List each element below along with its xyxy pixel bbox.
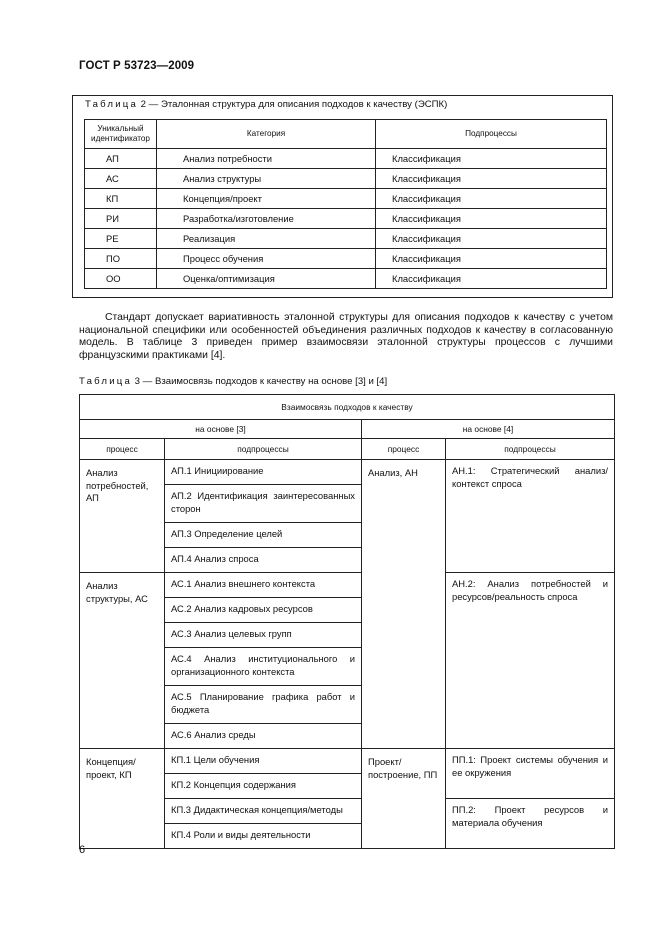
table3-title: Взаимосвязь подходов к качеству bbox=[80, 395, 615, 420]
table3-subprocess: КП.3 Дидактическая концепция/методы bbox=[165, 799, 362, 824]
table2-cell-id: РИ bbox=[85, 209, 157, 229]
table2-caption bbox=[85, 99, 447, 110]
table2-caption-word: Таблица bbox=[85, 99, 139, 110]
table3-subprocess: АС.4 Анализ институционального и организационного контекста bbox=[165, 648, 362, 686]
table2-cell-category: Анализ структуры bbox=[157, 169, 376, 189]
table2-header-subprocesses: Подпроцессы bbox=[376, 120, 607, 149]
table2-cell-subprocess: Классификация bbox=[376, 229, 607, 249]
table2-cell-category: Анализ потребности bbox=[157, 149, 376, 169]
table3-group-right: на основе [4] bbox=[362, 420, 615, 439]
table2-cell-subprocess: Классификация bbox=[376, 269, 607, 289]
table2-cell-id: РЕ bbox=[85, 229, 157, 249]
table2-cell-subprocess: Классификация bbox=[376, 149, 607, 169]
table3-header-process-left: процесс bbox=[80, 439, 165, 460]
table3-group-row bbox=[80, 420, 615, 439]
table3-caption-text: 3 — Взаимосвязь подходов к качеству на основе [3] и [4] bbox=[132, 376, 388, 387]
table3-group-left: на основе [3] bbox=[80, 420, 362, 439]
table2-cell-subprocess: Классификация bbox=[376, 189, 607, 209]
table2-cell-subprocess: Классификация bbox=[376, 169, 607, 189]
table3-subprocess: АП.4 Анализ спроса bbox=[165, 548, 362, 573]
table-row bbox=[80, 460, 615, 485]
table2-header-row bbox=[85, 120, 607, 149]
table-row bbox=[80, 573, 615, 598]
paragraph-text: Стандарт допускает вариативность эталонной структуры для описания подходов к качеству с учетом национальной специфики или особенностей объединения различных подходов к качеству в согласованную модель. В таблице 3 приведен пример взаимосвязи эталонной структуры процессов с лучшими французскими практиками [4]. bbox=[79, 312, 613, 361]
table3-subprocess: АС.1 Анализ внешнего контекста bbox=[165, 573, 362, 598]
table2-cell-category: Реализация bbox=[157, 229, 376, 249]
table3-subprocess: КП.2 Концепция содержания bbox=[165, 774, 362, 799]
table-row bbox=[85, 189, 607, 209]
table3-header-subprocesses-left: подпроцессы bbox=[165, 439, 362, 460]
table-row bbox=[85, 269, 607, 289]
table3-right-subprocess-pp2: ПП.2: Проект ресурсов и материала обучения bbox=[446, 799, 615, 849]
table3-header-subprocesses-right: подпроцессы bbox=[446, 439, 615, 460]
table3-process-pp: Проект/ построение, ПП bbox=[362, 749, 446, 849]
table3-subprocess: АС.6 Анализ среды bbox=[165, 724, 362, 749]
table2-cell-category: Разработка/изготовление bbox=[157, 209, 376, 229]
table-row bbox=[85, 249, 607, 269]
table2-cell-id: КП bbox=[85, 189, 157, 209]
table3-process-ap: Анализ потребностей, АП bbox=[80, 460, 165, 573]
table-row bbox=[85, 149, 607, 169]
table2-caption-text: 2 — Эталонная структура для описания подходов к качеству (ЭСПК) bbox=[138, 99, 448, 110]
table3-title-row bbox=[80, 395, 615, 420]
table3-subprocess: АС.2 Анализ кадровых ресурсов bbox=[165, 598, 362, 623]
table3-subprocess: КП.1 Цели обучения bbox=[165, 749, 362, 774]
table-row bbox=[85, 209, 607, 229]
table3-caption-word: Таблица bbox=[79, 376, 133, 387]
table2-cell-subprocess: Классификация bbox=[376, 249, 607, 269]
document-header: ГОСТ Р 53723—2009 bbox=[79, 60, 195, 72]
table3-caption bbox=[79, 376, 387, 387]
table2-cell-category: Оценка/оптимизация bbox=[157, 269, 376, 289]
body-paragraph bbox=[79, 312, 613, 362]
table3-right-subprocess-pp1: ПП.1: Проект системы обучения и ее окружения bbox=[446, 749, 615, 799]
table3-subprocess: АП.2 Идентификация заинтересованных сторон bbox=[165, 485, 362, 523]
table3-subprocess: АП.1 Инициирование bbox=[165, 460, 362, 485]
table3-header-row bbox=[80, 439, 615, 460]
table2-header-id: Уникальный идентификатор bbox=[85, 120, 157, 149]
table2-cell-subprocess: Классификация bbox=[376, 209, 607, 229]
table3-process-an: Анализ, АН bbox=[362, 460, 446, 749]
table3-right-subprocess-an2: АН.2: Анализ потребностей и ресурсов/реальность спроса bbox=[446, 573, 615, 749]
table3-subprocess: АС.5 Планирование графика работ и бюджета bbox=[165, 686, 362, 724]
page-number: 6 bbox=[79, 844, 86, 856]
table3-process-as: Анализ структуры, АС bbox=[80, 573, 165, 749]
table2-cell-id: ПО bbox=[85, 249, 157, 269]
table-row bbox=[85, 229, 607, 249]
table3-process-kp: Концепция/ проект, КП bbox=[80, 749, 165, 849]
table-row bbox=[85, 169, 607, 189]
table2-cell-id: АС bbox=[85, 169, 157, 189]
table2-cell-category: Концепция/проект bbox=[157, 189, 376, 209]
table2-cell-id: АП bbox=[85, 149, 157, 169]
table2-cell-category: Процесс обучения bbox=[157, 249, 376, 269]
table2-header-category: Категория bbox=[157, 120, 376, 149]
table3-right-subprocess-an1: АН.1: Стратегический анализ/ контекст спроса bbox=[446, 460, 615, 573]
table3-subprocess: АП.3 Определение целей bbox=[165, 523, 362, 548]
table3 bbox=[79, 394, 615, 849]
table3-header-process-right: процесс bbox=[362, 439, 446, 460]
table3-subprocess: АС.3 Анализ целевых групп bbox=[165, 623, 362, 648]
table2-cell-id: ОО bbox=[85, 269, 157, 289]
table-row bbox=[80, 749, 615, 774]
table2 bbox=[84, 119, 607, 289]
table3-subprocess: КП.4 Роли и виды деятельности bbox=[165, 824, 362, 849]
